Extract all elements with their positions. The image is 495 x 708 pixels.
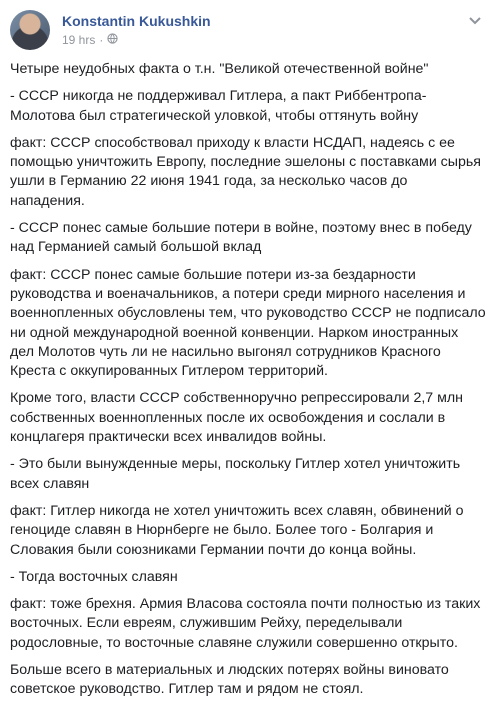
chevron-down-icon[interactable] — [467, 12, 483, 28]
post-paragraph: Больше всего в материальных и людских потерях войны виновато советское руководство. Гитлер там и рядом не стоял. — [10, 662, 449, 698]
post-paragraph: - СССР понес самые большие потери в войне, поэтому внес в победу над Германией самый большой вклад — [10, 220, 472, 256]
globe-icon[interactable] — [107, 33, 118, 47]
post-paragraph: Кроме того, власти СССР собственноручно репрессировали 2,7 млн собственных военнопленных после их освобождения и сослали в концлагеря практически всех инвалидов войны. — [10, 390, 463, 446]
post-paragraph: Четыре неудобных факта о т.н. "Великой отечественной войне" — [10, 61, 429, 77]
post-header — [10, 10, 485, 54]
separator-dot: · — [99, 33, 104, 47]
post-body — [10, 60, 486, 708]
avatar[interactable] — [10, 10, 50, 50]
post-meta — [62, 33, 118, 47]
post-paragraph: - Это были вынужденные меры, поскольку Гитлер хотел уничтожить всех славян — [10, 456, 461, 492]
timestamp[interactable]: 19 hrs — [62, 33, 96, 47]
author-name[interactable]: Konstantin Kukushkin — [62, 13, 211, 29]
post-paragraph: факт: СССР способствовал приходу к власти НСДАП, надеясь с ее помощью уничтожить Европу, последние эшелоны с поставками сырья ушли в Германию 22 июня 1941 года, за несколько часов до нападения. — [10, 134, 481, 209]
post-paragraph: факт: СССР понес самые большие потери из-за бездарности руководства и военачальников, а потери среди мирного населения и военнопленных обусловлены тем, что руководство СССР не подписало ни одной международной военной конвенции. Нарком иностранных дел Молотов чуть ли не насильно выгонял сотрудников Красного Креста с оккупированных Гитлером территорий. — [10, 266, 486, 380]
post-paragraph: - СССР никогда не поддерживал Гитлера, а пакт Риббентропа-Молотова был стратегической уловкой, чтобы оттянуть войну — [10, 88, 427, 124]
post-paragraph: - Тогда восточных славян — [10, 568, 178, 585]
post-paragraph: факт: тоже брехня. Армия Власова состояла почти полностью из таких восточных. Если евреям, служившим Рейху, переделывали родословные, то восточные славяне служили совершенно открыто. — [10, 596, 481, 651]
post-paragraph: факт: Гитлер никогда не хотел уничтожить всех славян, обвинений о геноциде славян в Нюрнберге не было. Более того - Болгария и Словакия были союзниками Германии почти до конца войны. — [10, 502, 464, 558]
